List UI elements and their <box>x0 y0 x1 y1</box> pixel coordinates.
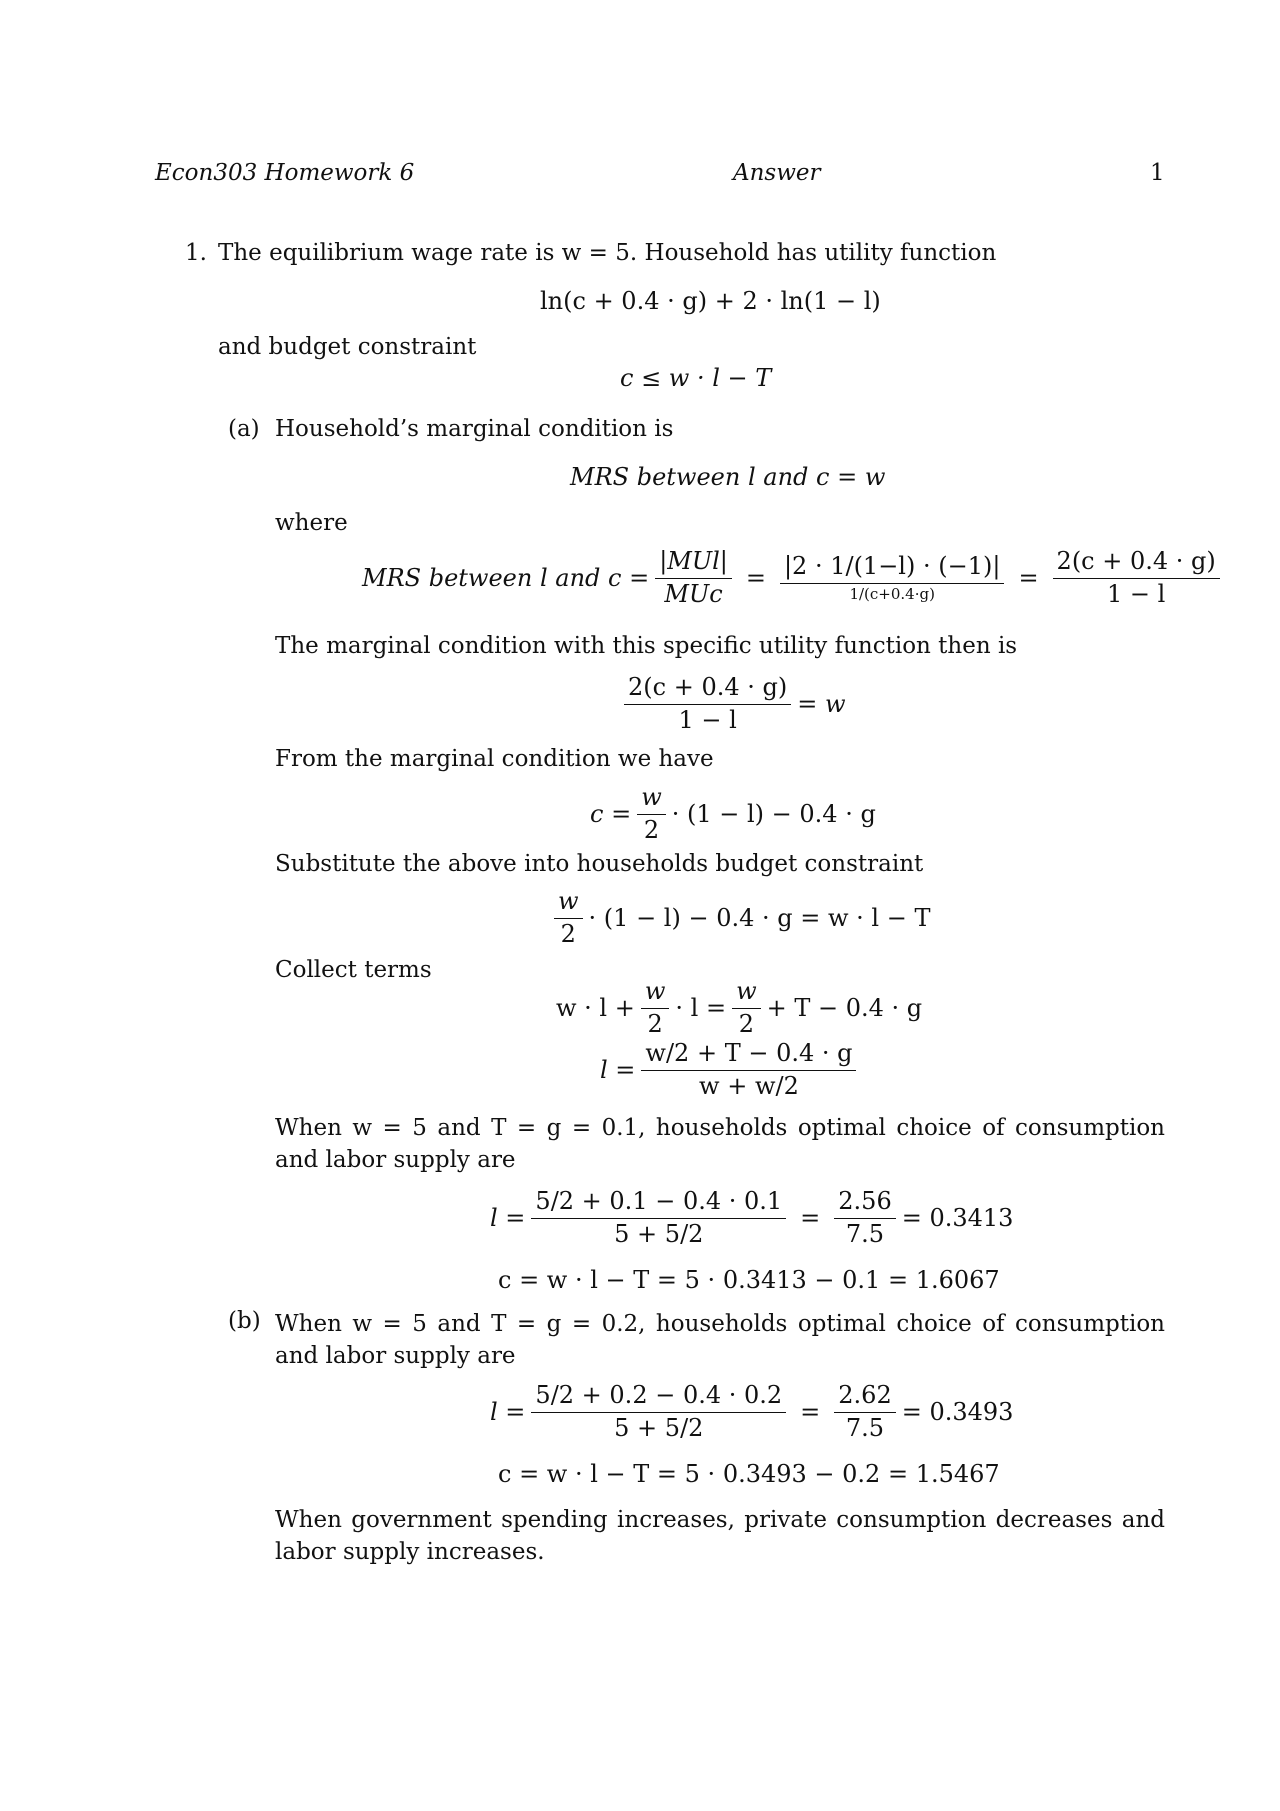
mrs-frac2-den: 1/(c+0.4·g) <box>849 584 935 603</box>
mrs-frac3-den: 1 − l <box>1107 579 1166 608</box>
mrs-lhs: MRS between l and c = <box>362 564 650 593</box>
conclusion: When government spending increases, private consumption decreases and labor supply increases. <box>275 1507 1165 1565</box>
collect-intro: Collect terms <box>275 957 432 983</box>
c-expr-den: 2 <box>643 815 660 844</box>
l-lhs: l = <box>600 1056 636 1085</box>
mrs-equation: MRS between l and c = $\frac{\text{|MUl|}}{\text{MUc}}$ = $\frac{|2 \cdot 1/(1-l) \cdot (-1)|}{1/(c+0.4\cdot g)}$ = $\frac{2(c + 0.4 \cdot g)}{1 - l}$ <box>362 548 1226 608</box>
problem-intro: The equilibrium wage rate is w = 5. Household has utility function <box>218 240 997 266</box>
b-l-calc-fraction-1 <box>531 1382 786 1442</box>
c-expr-lhs: c = <box>590 800 632 829</box>
utility-function: ln(c + 0.4 · g) + 2 · ln(1 − l) <box>540 287 881 315</box>
collect-num: w <box>641 978 670 1009</box>
mrs-frac2-num: |2 · 1/(1−l) · (−1)| <box>780 553 1004 584</box>
problem-number: 1. <box>185 240 207 266</box>
mrs-fraction-1 <box>655 548 732 608</box>
a-l-calc-fraction-2 <box>834 1188 895 1248</box>
b-l-calc-den2: 7.5 <box>845 1413 885 1442</box>
b-l-calc-num2: 2.62 <box>834 1382 895 1413</box>
b-l-calc-fraction-2 <box>834 1382 895 1442</box>
specific-condition <box>618 674 846 734</box>
collect-den: 2 <box>647 1009 663 1038</box>
part-b-label: (b) <box>228 1308 261 1334</box>
a-l-calc-den2: 7.5 <box>845 1219 885 1248</box>
l-solution <box>600 1040 862 1100</box>
header-page-number: 1 <box>1150 160 1165 186</box>
part-b-c-calc: c = w · l − T = 5 · 0.3493 − 0.2 = 1.5467 <box>498 1460 1000 1488</box>
c-expr-rest: · (1 − l) − 0.4 · g <box>671 800 876 829</box>
from-intro: From the marginal condition we have <box>275 746 714 772</box>
b-l-calc-num: 5/2 + 0.2 − 0.4 · 0.2 <box>531 1382 786 1413</box>
collect-lhs: w · l + <box>556 994 635 1023</box>
collect-rest: + T − 0.4 · g <box>766 994 923 1023</box>
part-a-l-calc: l = $\frac{5/2 + 0.1 - 0.4 \cdot 0.1}{5 + 5/2}$ = $\frac{2.56}{7.5}$ = 0.3413 <box>490 1187 1014 1248</box>
c-expression <box>590 784 876 844</box>
collect-fraction-2 <box>732 978 761 1038</box>
sub-fraction <box>554 888 583 948</box>
b-l-calc-lhs: l = <box>490 1398 526 1427</box>
mrs-fraction-2 <box>780 553 1004 603</box>
c-expr-fraction <box>637 784 666 844</box>
budget-constraint: c ≤ w · l − T <box>620 364 772 392</box>
specific-intro: The marginal condition with this specific utility function then is <box>275 633 1018 659</box>
sub-den: 2 <box>560 919 576 948</box>
specific-rhs: = w <box>797 690 846 719</box>
a-l-calc-lhs: l = <box>490 1204 526 1233</box>
collect-num2: w <box>732 978 761 1009</box>
where-label: where <box>275 510 348 536</box>
l-den: w + w/2 <box>699 1071 799 1100</box>
c-expr-num: w <box>637 784 666 815</box>
specific-fraction <box>624 674 791 734</box>
part-a-label: (a) <box>228 416 260 442</box>
l-fraction <box>641 1040 856 1100</box>
b-l-calc-den: 5 + 5/2 <box>614 1413 704 1442</box>
substitute-intro: Substitute the above into households budget constraint <box>275 851 924 877</box>
collect-den2: 2 <box>738 1009 754 1038</box>
mrs-frac3-num: 2(c + 0.4 · g) <box>1053 548 1220 579</box>
sub-rest: · (1 − l) − 0.4 · g = w · l − T <box>588 904 931 933</box>
a-l-calc-result: = 0.3413 <box>901 1204 1014 1233</box>
mrs-fraction-3 <box>1053 548 1220 608</box>
mrs-frac1-den: MUc <box>664 579 723 608</box>
a-l-calc-den: 5 + 5/2 <box>614 1219 704 1248</box>
b-l-calc-result: = 0.3493 <box>901 1398 1014 1427</box>
a-l-calc-num2: 2.56 <box>834 1188 895 1219</box>
collect-mid: · l = <box>675 994 727 1023</box>
substituted-equation <box>548 888 930 948</box>
mrs-frac1-num: |MUl| <box>655 548 732 579</box>
header-course-title: Econ303 Homework 6 <box>155 160 415 186</box>
header-answer-label: Answer <box>733 160 821 186</box>
specific-den: 1 − l <box>678 705 737 734</box>
a-l-calc-fraction-1 <box>531 1188 786 1248</box>
marginal-condition: MRS between l and c = w <box>570 463 886 491</box>
l-num: w/2 + T − 0.4 · g <box>641 1040 856 1071</box>
specific-num: 2(c + 0.4 · g) <box>624 674 791 705</box>
part-a-when-text: When w = 5 and T = g = 0.1, households optimal choice of consumption and labor supply are <box>275 1115 1165 1173</box>
part-b-l-calc: l = $\frac{5/2 + 0.2 - 0.4 \cdot 0.2}{5 + 5/2}$ = $\frac{2.62}{7.5}$ = 0.3493 <box>490 1381 1014 1442</box>
part-a-c-calc: c = w · l − T = 5 · 0.3413 − 0.1 = 1.6067 <box>498 1266 1000 1294</box>
collect-fraction-1 <box>641 978 670 1038</box>
sub-num: w <box>554 888 583 919</box>
part-b-when-text: When w = 5 and T = g = 0.2, households optimal choice of consumption and labor supply are <box>275 1311 1165 1369</box>
a-l-calc-num: 5/2 + 0.1 − 0.4 · 0.1 <box>531 1188 786 1219</box>
collected-equation <box>556 978 922 1038</box>
part-a-intro: Household’s marginal condition is <box>275 416 674 442</box>
budget-intro: and budget constraint <box>218 334 477 360</box>
